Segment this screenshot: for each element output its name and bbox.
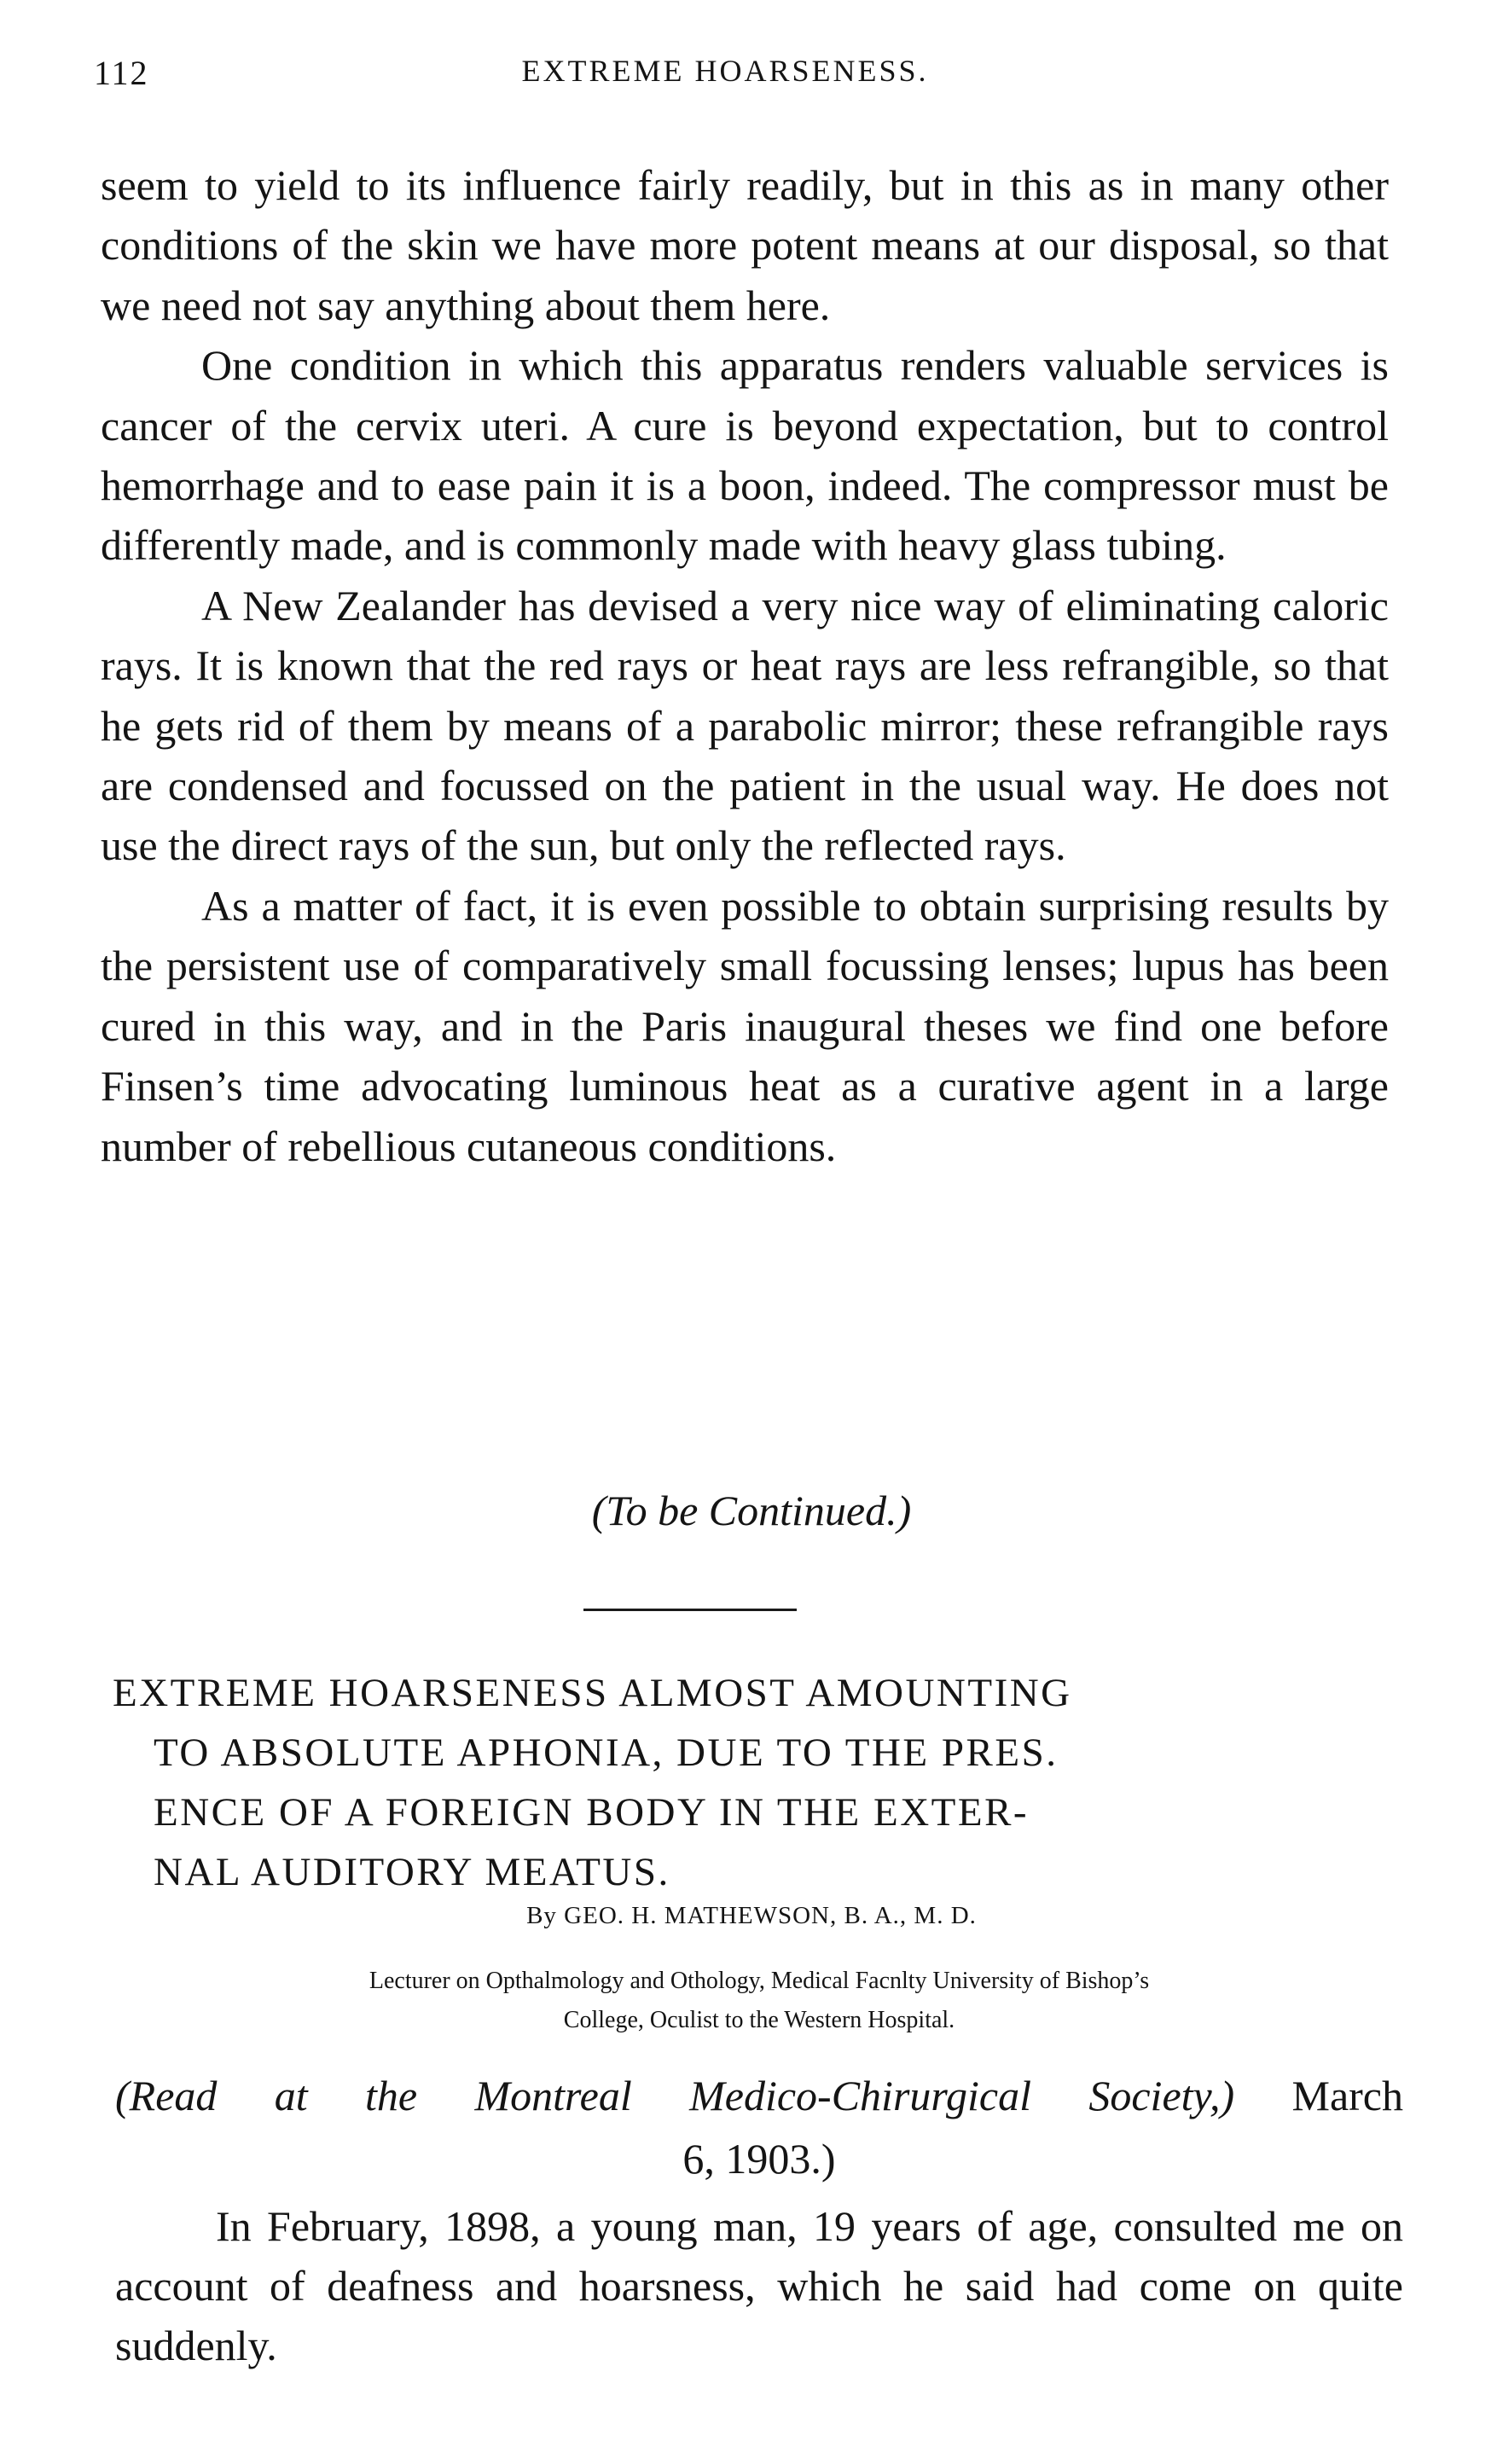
byline: By GEO. H. MATHEWSON, B. A., M. D. — [526, 1902, 977, 1929]
to-be-continued: (To be Continued.) — [591, 1487, 912, 1534]
affiliation-line: College, Oculist to the Western Hospital. — [563, 2007, 955, 2033]
page-number: 112 — [94, 54, 149, 92]
read-at-date: 6, 1903.) — [682, 2135, 836, 2183]
article-opening — [115, 2196, 1403, 2375]
article-title-line: NAL AUDITORY MEATUS. — [154, 1850, 670, 1894]
running-head — [94, 53, 1390, 104]
paragraph-opening: In February, 1898, a young man, 19 years of age, consulted me on account of deafness and hoarsness, which he said had come on quite suddenly. — [115, 2202, 1403, 2369]
body-text — [101, 155, 1389, 1176]
read-at-month: March — [1291, 2072, 1403, 2119]
article-title — [113, 1663, 1392, 1902]
paragraph-focussing-lenses: As a matter of fact, it is even possible to obtain surprising results by the persistent use of comparatively small focussing lenses; lupus has been cured in this way, and in the Paris inaugural theses we find one before Finsen’s time advocating luminous heat as a curative agent in a large number of rebellious cutaneous conditions. — [101, 881, 1389, 1170]
author-affiliation — [154, 1962, 1365, 2040]
article-title-line: ENCE OF A FOREIGN BODY IN THE EXTER- — [154, 1790, 1030, 1835]
paragraph-new-zealander: A New Zealander has devised a very nice way of eliminating caloric rays. It is known that the red rays or heat rays are less refrangible, so that he gets rid of them by means of a parabolic mirror; these refrangible rays are condensed and focussed on the patient in the usual way. He does not use the direct rays of the sun, but only the reflected rays. — [101, 581, 1389, 870]
affiliation-line: Lecturer on Opthalmology and Othology, Medical Facnlty University of Bishop’s — [368, 1968, 1150, 1994]
paragraph-cancer-cervix: One condition in which this apparatus renders valuable services is cancer of the cervix uteri. A cure is beyond expectation, but to control hemorrhage and to ease pain it is a boon, indeed. The compressor must be differently made, and is commonly made with heavy glass tubing. — [101, 341, 1389, 570]
read-at-society: (Read at the Montreal Medico-Chirurgical Society,) — [115, 2072, 1235, 2119]
paragraph-continuation: seem to yield to its influence fairly readily, but in this as in many other conditions of the skin we have more potent means at our disposal, so that we need not say anything about them here. — [101, 161, 1389, 329]
section-divider — [583, 1609, 797, 1611]
article-title-line: TO ABSOLUTE APHONIA, DUE TO THE PRES. — [154, 1731, 1059, 1775]
read-at-line — [115, 2064, 1403, 2127]
article-title-line: EXTREME HOARSENESS ALMOST AMOUNTING — [113, 1671, 1072, 1715]
running-title: EXTREME HOARSENESS. — [521, 54, 929, 88]
read-at-note — [115, 2064, 1403, 2190]
